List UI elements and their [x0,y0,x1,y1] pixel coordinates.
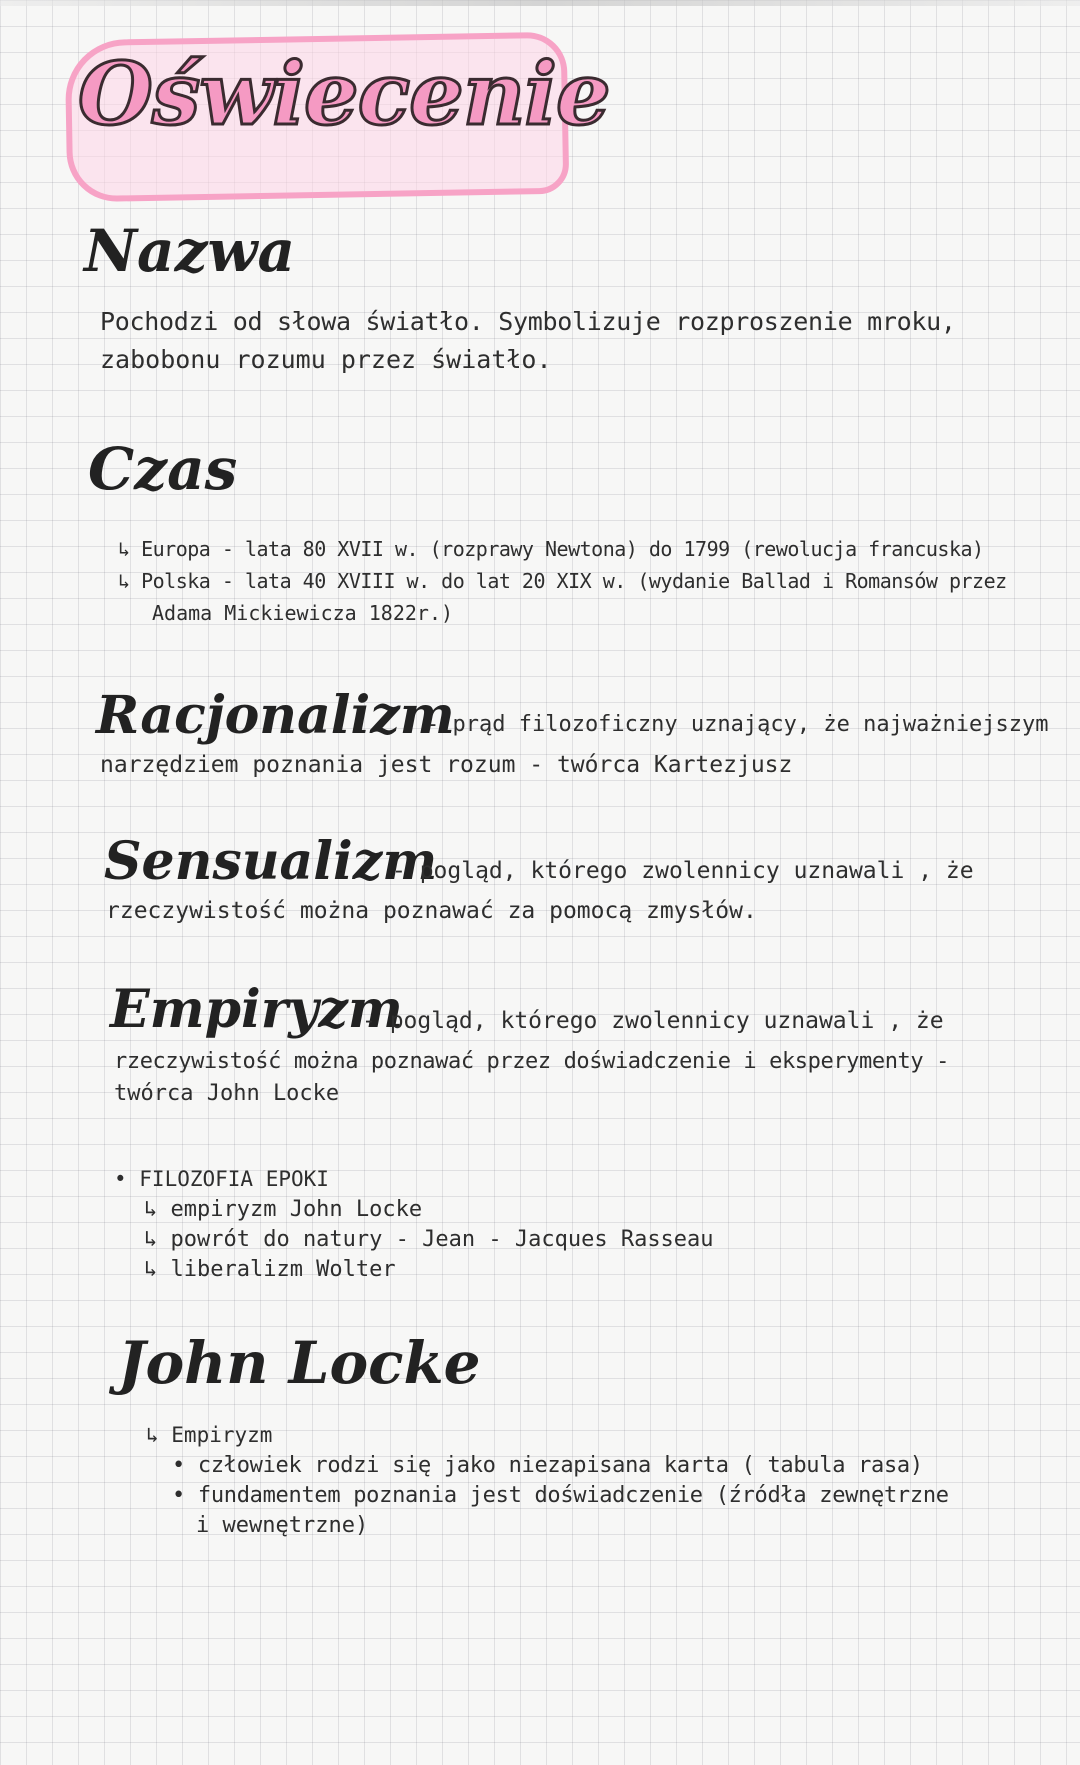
locke-line-3: i wewnętrzne) [196,1513,369,1538]
heading-john-locke: John Locke [118,1329,481,1397]
filozofia-item-2: ↳ powrót do natury - Jean - Jacques Rasseau [144,1227,714,1252]
empiryzm-line-1: rzeczywistość można poznawać przez doświadczenie i eksperymenty - [114,1049,949,1074]
page-title: Oświecenie [78,44,610,145]
heading-nazwa: Nazwa [84,217,296,285]
empiryzm-definition: - pogląd, którego zwolennicy uznawali , że [362,1008,944,1034]
page-edge [0,0,1080,6]
heading-czas: Czas [88,435,238,503]
nazwa-line-1: Pochodzi od słowa światło. Symbolizuje rozproszenie mroku, [100,307,956,336]
racjonalizm-definition: - prąd filozoficzny uznający, że najważniejszym [426,712,1049,737]
racjonalizm-line-1: narzędziem poznania jest rozum - twórca Kartezjusz [100,752,793,778]
czas-line-3: Adama Mickiewicza 1822r.) [152,601,454,625]
filozofia-item-1: ↳ empiryzm John Locke [144,1197,423,1222]
locke-line-2: • fundamentem poznania jest doświadczenie (źródła zewnętrzne [172,1483,949,1508]
empiryzm-line-2: twórca John Locke [114,1081,340,1106]
heading-racjonalizm: Racjonalizm [96,685,455,746]
locke-line-1: • człowiek rodzi się jako niezapisana karta ( tabula rasa) [172,1453,923,1478]
sensualizm-line-1: rzeczywistość można poznawać za pomocą zmysłów. [106,898,757,924]
czas-line-europa: ↳ Europa - lata 80 XVII w. (rozprawy Newtona) do 1799 (rewolucja francuska) [118,537,984,561]
czas-line-polska: ↳ Polska - lata 40 XVIII w. do lat 20 XIX w. (wydanie Ballad i Romansów przez [118,569,1007,593]
sensualizm-definition: - pogląd, którego zwolennicy uznawali , że [392,858,974,884]
heading-empiryzm: Empiryzm [110,979,403,1040]
filozofia-heading: • FILOZOFIA EPOKI [114,1167,329,1191]
nazwa-line-2: zabobonu rozumu przez światło. [100,345,552,374]
locke-sub: ↳ Empiryzm [146,1423,273,1447]
heading-sensualizm: Sensualizm [104,831,438,892]
filozofia-item-3: ↳ liberalizm Wolter [144,1257,396,1282]
